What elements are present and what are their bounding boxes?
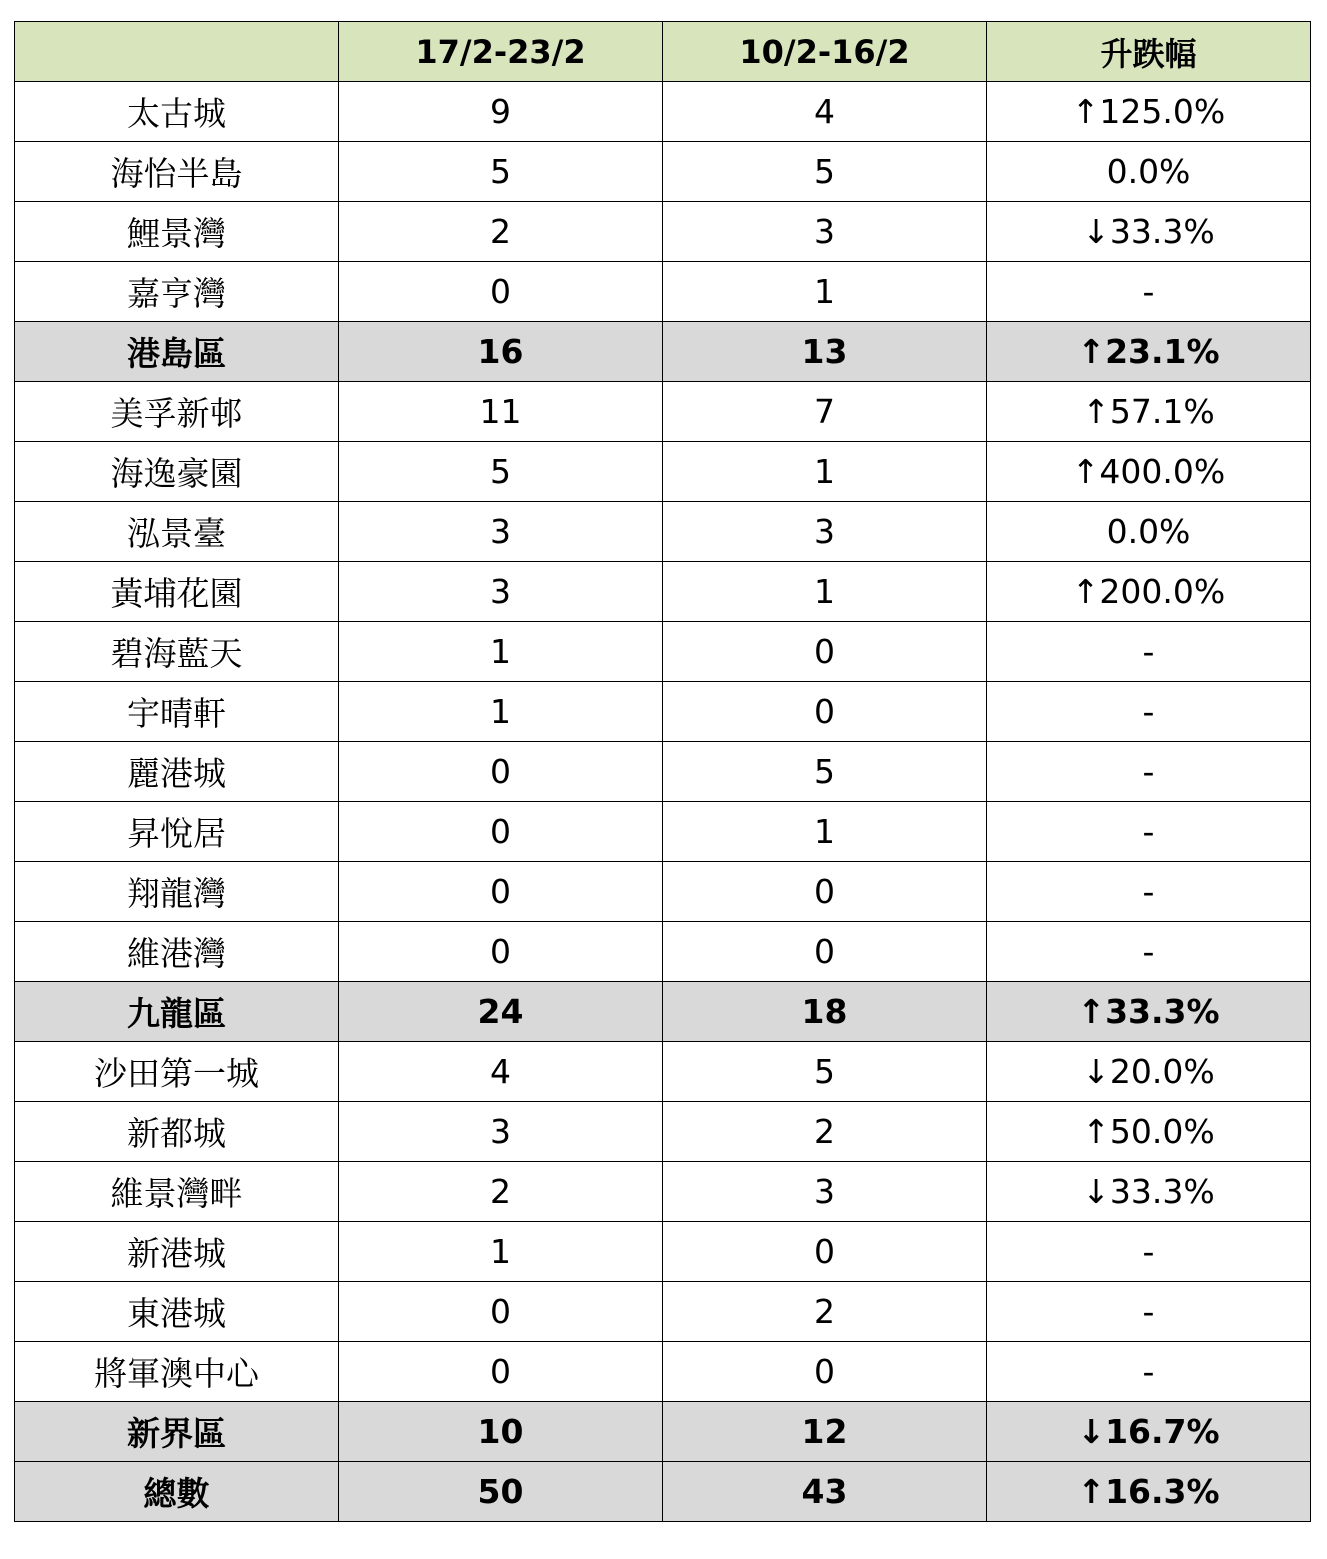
table-row: [15, 202, 1311, 262]
current-week-cell: 0: [339, 862, 663, 922]
previous-week-cell: 3: [663, 202, 987, 262]
previous-week-cell: 0: [663, 1222, 987, 1282]
table-row: [15, 622, 1311, 682]
estate-name-cell: 碧海藍天: [15, 622, 339, 682]
header-current-week: 17/2-23/2: [339, 22, 663, 82]
previous-week-cell: 0: [663, 622, 987, 682]
previous-week-cell: 12: [663, 1402, 987, 1462]
previous-week-cell: 13: [663, 322, 987, 382]
change-cell: ↓33.3%: [987, 1162, 1311, 1222]
previous-week-cell: 0: [663, 922, 987, 982]
table-body: [15, 82, 1311, 1522]
table-row: [15, 1162, 1311, 1222]
previous-week-cell: 2: [663, 1282, 987, 1342]
previous-week-cell: 3: [663, 502, 987, 562]
table-row: [15, 682, 1311, 742]
current-week-cell: 2: [339, 1162, 663, 1222]
current-week-cell: 1: [339, 1222, 663, 1282]
change-cell: ↑200.0%: [987, 562, 1311, 622]
table-row: [15, 142, 1311, 202]
estate-name-cell: 昇悅居: [15, 802, 339, 862]
change-cell: ↑16.3%: [987, 1462, 1311, 1522]
change-cell: ↓20.0%: [987, 1042, 1311, 1102]
current-week-cell: 3: [339, 562, 663, 622]
change-cell: ↑400.0%: [987, 442, 1311, 502]
table-row: [15, 802, 1311, 862]
change-cell: -: [987, 262, 1311, 322]
current-week-cell: 1: [339, 622, 663, 682]
table-row: [15, 862, 1311, 922]
current-week-cell: 0: [339, 742, 663, 802]
previous-week-cell: 1: [663, 562, 987, 622]
change-cell: -: [987, 1282, 1311, 1342]
change-cell: -: [987, 742, 1311, 802]
previous-week-cell: 7: [663, 382, 987, 442]
estate-name-cell: 將軍澳中心: [15, 1342, 339, 1402]
current-week-cell: 24: [339, 982, 663, 1042]
current-week-cell: 5: [339, 442, 663, 502]
subtotal-row: [15, 1462, 1311, 1522]
estate-name-cell: 維港灣: [15, 922, 339, 982]
change-cell: 0.0%: [987, 142, 1311, 202]
previous-week-cell: 1: [663, 802, 987, 862]
table-row: [15, 742, 1311, 802]
estate-name-cell: 嘉亨灣: [15, 262, 339, 322]
current-week-cell: 1: [339, 682, 663, 742]
estate-name-cell: 沙田第一城: [15, 1042, 339, 1102]
change-cell: ↓33.3%: [987, 202, 1311, 262]
previous-week-cell: 5: [663, 742, 987, 802]
estate-name-cell: 泓景臺: [15, 502, 339, 562]
previous-week-cell: 4: [663, 82, 987, 142]
previous-week-cell: 3: [663, 1162, 987, 1222]
previous-week-cell: 5: [663, 1042, 987, 1102]
estate-name-cell: 海怡半島: [15, 142, 339, 202]
change-cell: -: [987, 922, 1311, 982]
estate-name-cell: 海逸豪園: [15, 442, 339, 502]
table-row: [15, 382, 1311, 442]
table-header: [15, 22, 1311, 82]
estate-name-cell: 九龍區: [15, 982, 339, 1042]
current-week-cell: 11: [339, 382, 663, 442]
previous-week-cell: 5: [663, 142, 987, 202]
subtotal-row: [15, 982, 1311, 1042]
change-cell: ↑50.0%: [987, 1102, 1311, 1162]
header-change: 升跌幅: [987, 22, 1311, 82]
previous-week-cell: 1: [663, 442, 987, 502]
current-week-cell: 0: [339, 802, 663, 862]
estate-name-cell: 維景灣畔: [15, 1162, 339, 1222]
estate-name-cell: 新界區: [15, 1402, 339, 1462]
estate-name-cell: 翔龍灣: [15, 862, 339, 922]
table-row: [15, 1102, 1311, 1162]
estate-name-cell: 太古城: [15, 82, 339, 142]
table-row: [15, 502, 1311, 562]
estate-name-cell: 麗港城: [15, 742, 339, 802]
change-cell: -: [987, 802, 1311, 862]
change-cell: 0.0%: [987, 502, 1311, 562]
current-week-cell: 16: [339, 322, 663, 382]
table-row: [15, 1042, 1311, 1102]
change-cell: -: [987, 1222, 1311, 1282]
estate-name-cell: 新都城: [15, 1102, 339, 1162]
table-row: [15, 1342, 1311, 1402]
current-week-cell: 0: [339, 1282, 663, 1342]
current-week-cell: 2: [339, 202, 663, 262]
previous-week-cell: 1: [663, 262, 987, 322]
estate-name-cell: 總數: [15, 1462, 339, 1522]
table-row: [15, 442, 1311, 502]
change-cell: ↓16.7%: [987, 1402, 1311, 1462]
estate-name-cell: 新港城: [15, 1222, 339, 1282]
change-cell: -: [987, 862, 1311, 922]
previous-week-cell: 0: [663, 1342, 987, 1402]
change-cell: -: [987, 622, 1311, 682]
current-week-cell: 0: [339, 922, 663, 982]
current-week-cell: 5: [339, 142, 663, 202]
previous-week-cell: 0: [663, 682, 987, 742]
change-cell: ↑125.0%: [987, 82, 1311, 142]
previous-week-cell: 18: [663, 982, 987, 1042]
previous-week-cell: 43: [663, 1462, 987, 1522]
estate-name-cell: 宇晴軒: [15, 682, 339, 742]
change-cell: ↑57.1%: [987, 382, 1311, 442]
table-row: [15, 262, 1311, 322]
previous-week-cell: 0: [663, 862, 987, 922]
change-cell: -: [987, 1342, 1311, 1402]
current-week-cell: 3: [339, 502, 663, 562]
header-estate: [15, 22, 339, 82]
change-cell: ↑23.1%: [987, 322, 1311, 382]
current-week-cell: 4: [339, 1042, 663, 1102]
current-week-cell: 3: [339, 1102, 663, 1162]
header-row: [15, 22, 1311, 82]
change-cell: ↑33.3%: [987, 982, 1311, 1042]
table-row: [15, 1222, 1311, 1282]
change-cell: -: [987, 682, 1311, 742]
subtotal-row: [15, 1402, 1311, 1462]
current-week-cell: 10: [339, 1402, 663, 1462]
current-week-cell: 0: [339, 262, 663, 322]
current-week-cell: 50: [339, 1462, 663, 1522]
estate-name-cell: 鯉景灣: [15, 202, 339, 262]
estate-name-cell: 港島區: [15, 322, 339, 382]
table-row: [15, 82, 1311, 142]
table-row: [15, 1282, 1311, 1342]
table-row: [15, 922, 1311, 982]
current-week-cell: 0: [339, 1342, 663, 1402]
header-previous-week: 10/2-16/2: [663, 22, 987, 82]
current-week-cell: 9: [339, 82, 663, 142]
subtotal-row: [15, 322, 1311, 382]
estate-name-cell: 美孚新邨: [15, 382, 339, 442]
transactions-table: [14, 21, 1311, 1522]
estate-name-cell: 東港城: [15, 1282, 339, 1342]
previous-week-cell: 2: [663, 1102, 987, 1162]
estate-name-cell: 黃埔花園: [15, 562, 339, 622]
table-row: [15, 562, 1311, 622]
